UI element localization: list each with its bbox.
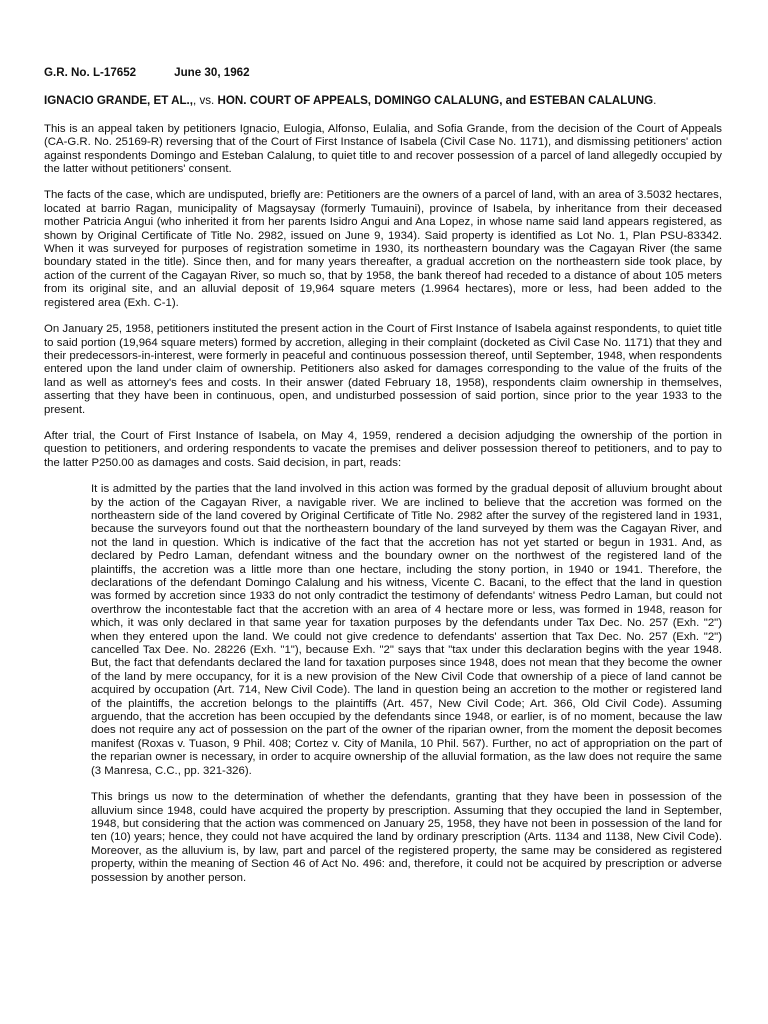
paragraph-trial: After trial, the Court of First Instance of Isabela, on May 4, 1959, rendered a decision adjudging the ownership of the portion in question to petitioners, and ordering respondents to vacate the premises and deliver possession thereof to petitioners, and to pay to the latter P250.00 as damages and costs. Said decision, in part, reads: [44,429,722,469]
quoted-decision-1: It is admitted by the parties that the land involved in this action was formed by the gradual deposit of alluvium brought about by the action of the Cagayan River, a navigable river. We are inclined to believe that the accretion was formed on the northeastern side of the land covered by Original Certificate of Title No. 2982 after the survey of the registered land in 1931, because the surveyors found out that the northeastern boundary of the land surveyed by them was the Cagayan River, and not the land in question. Which is indicative of the fact that the accretion has not yet started or begun in 1931. And, as declared by Pedro Laman, defendant witness and the boundary owner on the northwest of the registered land of the plaintiffs, the accretion was a little more than one hectare, including the stony portion, in 1940 or 1941. Therefore, the declarations of the defendant Domingo Calalung and his witness, Vicente C. Bacani, to the effect that the land in question was formed by accretion since 1933 do not only contradict the testimony of defendants' witness Pedro Laman, but could not overthrow the incontestable fact that the accretion with an area of 4 hectare more or less, was formed in 1948, reason for which, it was only declared in that same year for taxation purposes by the defendants under Tax Dec. No. 257 (Exh. "2") when they entered upon the land. We could not give credence to defendants' assertion that Tax Dec. No. 257 (Exh. "2") cancelled Tax Dee. No. 28226 (Exh. "1"), because Exh. "2" says that "tax under this declaration begins with the year 1948. But, the fact that defendants declared the land for taxation purposes since 1948, does not mean that they become the owner of the land by mere occupancy, for it is a new provision of the New Civil Code that ownership of a piece of land cannot be acquired by occupation (Art. 714, New Civil Code). The land in question being an accretion to the mother or registered land of the plaintiffs, the accretion belongs to the plaintiffs (Art. 457, New Civil Code; Art. 366, Old Civil Code). Assuming arguendo, that the accretion has been occupied by the defendants since 1948, or earlier, is of no moment, because the law does not require any act of possession on the part of the owner of the riparian owner, from the moment the deposit becomes manifest (Roxas v. Tuason, 9 Phil. 408; Cortez v. City of Manila, 10 Phil. 567). Further, no act of appropriation on the part of the reparian owner is necessary, in order to acquire ownership of the alluvial formation, as the law does not require the same (3 Manresa, C.C., pp. 321-326). [91,483,722,777]
paragraph-intro: This is an appeal taken by petitioners Ignacio, Eulogia, Alfonso, Eulalia, and Sofia Grande, from the decision of the Court of Appeals (CA-G.R. No. 25169-R) reversing that of the Court of First Instance of Isabela (Civil Case No. 1171), and dismissing petitioners' action against respondents Domingo and Esteban Calalung, to quiet title to and recover possession of a parcel of land allegedly occupied by the latter without petitioners' consent. [44,122,722,176]
respondents-name: HON. COURT OF APPEALS, DOMINGO CALALUNG, and ESTEBAN CALALUNG [217,94,654,108]
case-date: June 30, 1962 [174,66,250,79]
paragraph-facts: The facts of the case, which are undisputed, briefly are: Petitioners are the owners of a parcel of land, with an area of 3.5032 hectares, located at barrio Ragan, municipality of Magsaysay (formerly Tumauini), province of Isabela, by inheritance from their deceased mother Patricia Angui (who inherited it from her parents Isidro Angui and Ana Lopez, in whose name said land appears registered, as shown by Original Certificate of Title No. 2982, issued on June 9, 1934). Said property is identified as Lot No. 1, Plan PSU-83342. When it was surveyed for purposes of registration sometime in 1930, its northeastern boundary was the Cagayan River (the same boundary stated in the title). Since then, and for many years thereafter, a gradual accretion on the northeastern side took place, by action of the current of the Cagayan River, so much so, that by 1958, the bank thereof had receded to a distance of about 105 meters from its original site, and an alluvial deposit of 19,964 square meters (1.9964 hectares), more or less, had been added to the registered area (Exh. C-1). [44,189,722,309]
petitioners-name: IGNACIO GRANDE, ET AL., [44,94,194,108]
case-number: G.R. No. L-17652 [44,66,137,79]
parties-end-punct: . [653,94,657,108]
document-page [44,66,722,898]
quoted-decision-2: This brings us now to the determination of whether the defendants, granting that they have been in possession of the alluvium since 1948, could have acquired the property by prescription. Assuming that they occupied the land in September, 1948, but considering that the action was commenced on January 25, 1958, they have not been in possession of the land for ten (10) years; hence, they could not have acquired the land by ordinary prescription (Arts. 1134 and 1138, New Civil Code). Moreover, as the alluvium is, by law, part and parcel of the registered property, the same may be considered as registered property, within the meaning of Section 46 of Act No. 496: and, therefore, it could not be acquired by prescription or adverse possession by another person. [91,791,722,884]
case-header [44,66,722,79]
versus-text: , vs. [193,94,215,108]
case-parties [44,94,722,107]
paragraph-action: On January 25, 1958, petitioners instituted the present action in the Court of First Instance of Isabela against respondents, to quiet title to said portion (19,964 square meters) formed by accretion, alleging in their complaint (docketed as Civil Case No. 1171) that they and their predecessors-in-interest, were formerly in peaceful and continuous possession thereof, until September, 1948, when respondents entered upon the land under claim of ownership. Petitioners also asked for damages corresponding to the value of the fruits of the land as well as attorney's fees and costs. In their answer (dated February 18, 1958), respondents claim ownership in themselves, asserting that they have been in continuous, open, and undisturbed possession of said portion, since prior to the year 1933 to the present. [44,323,722,416]
